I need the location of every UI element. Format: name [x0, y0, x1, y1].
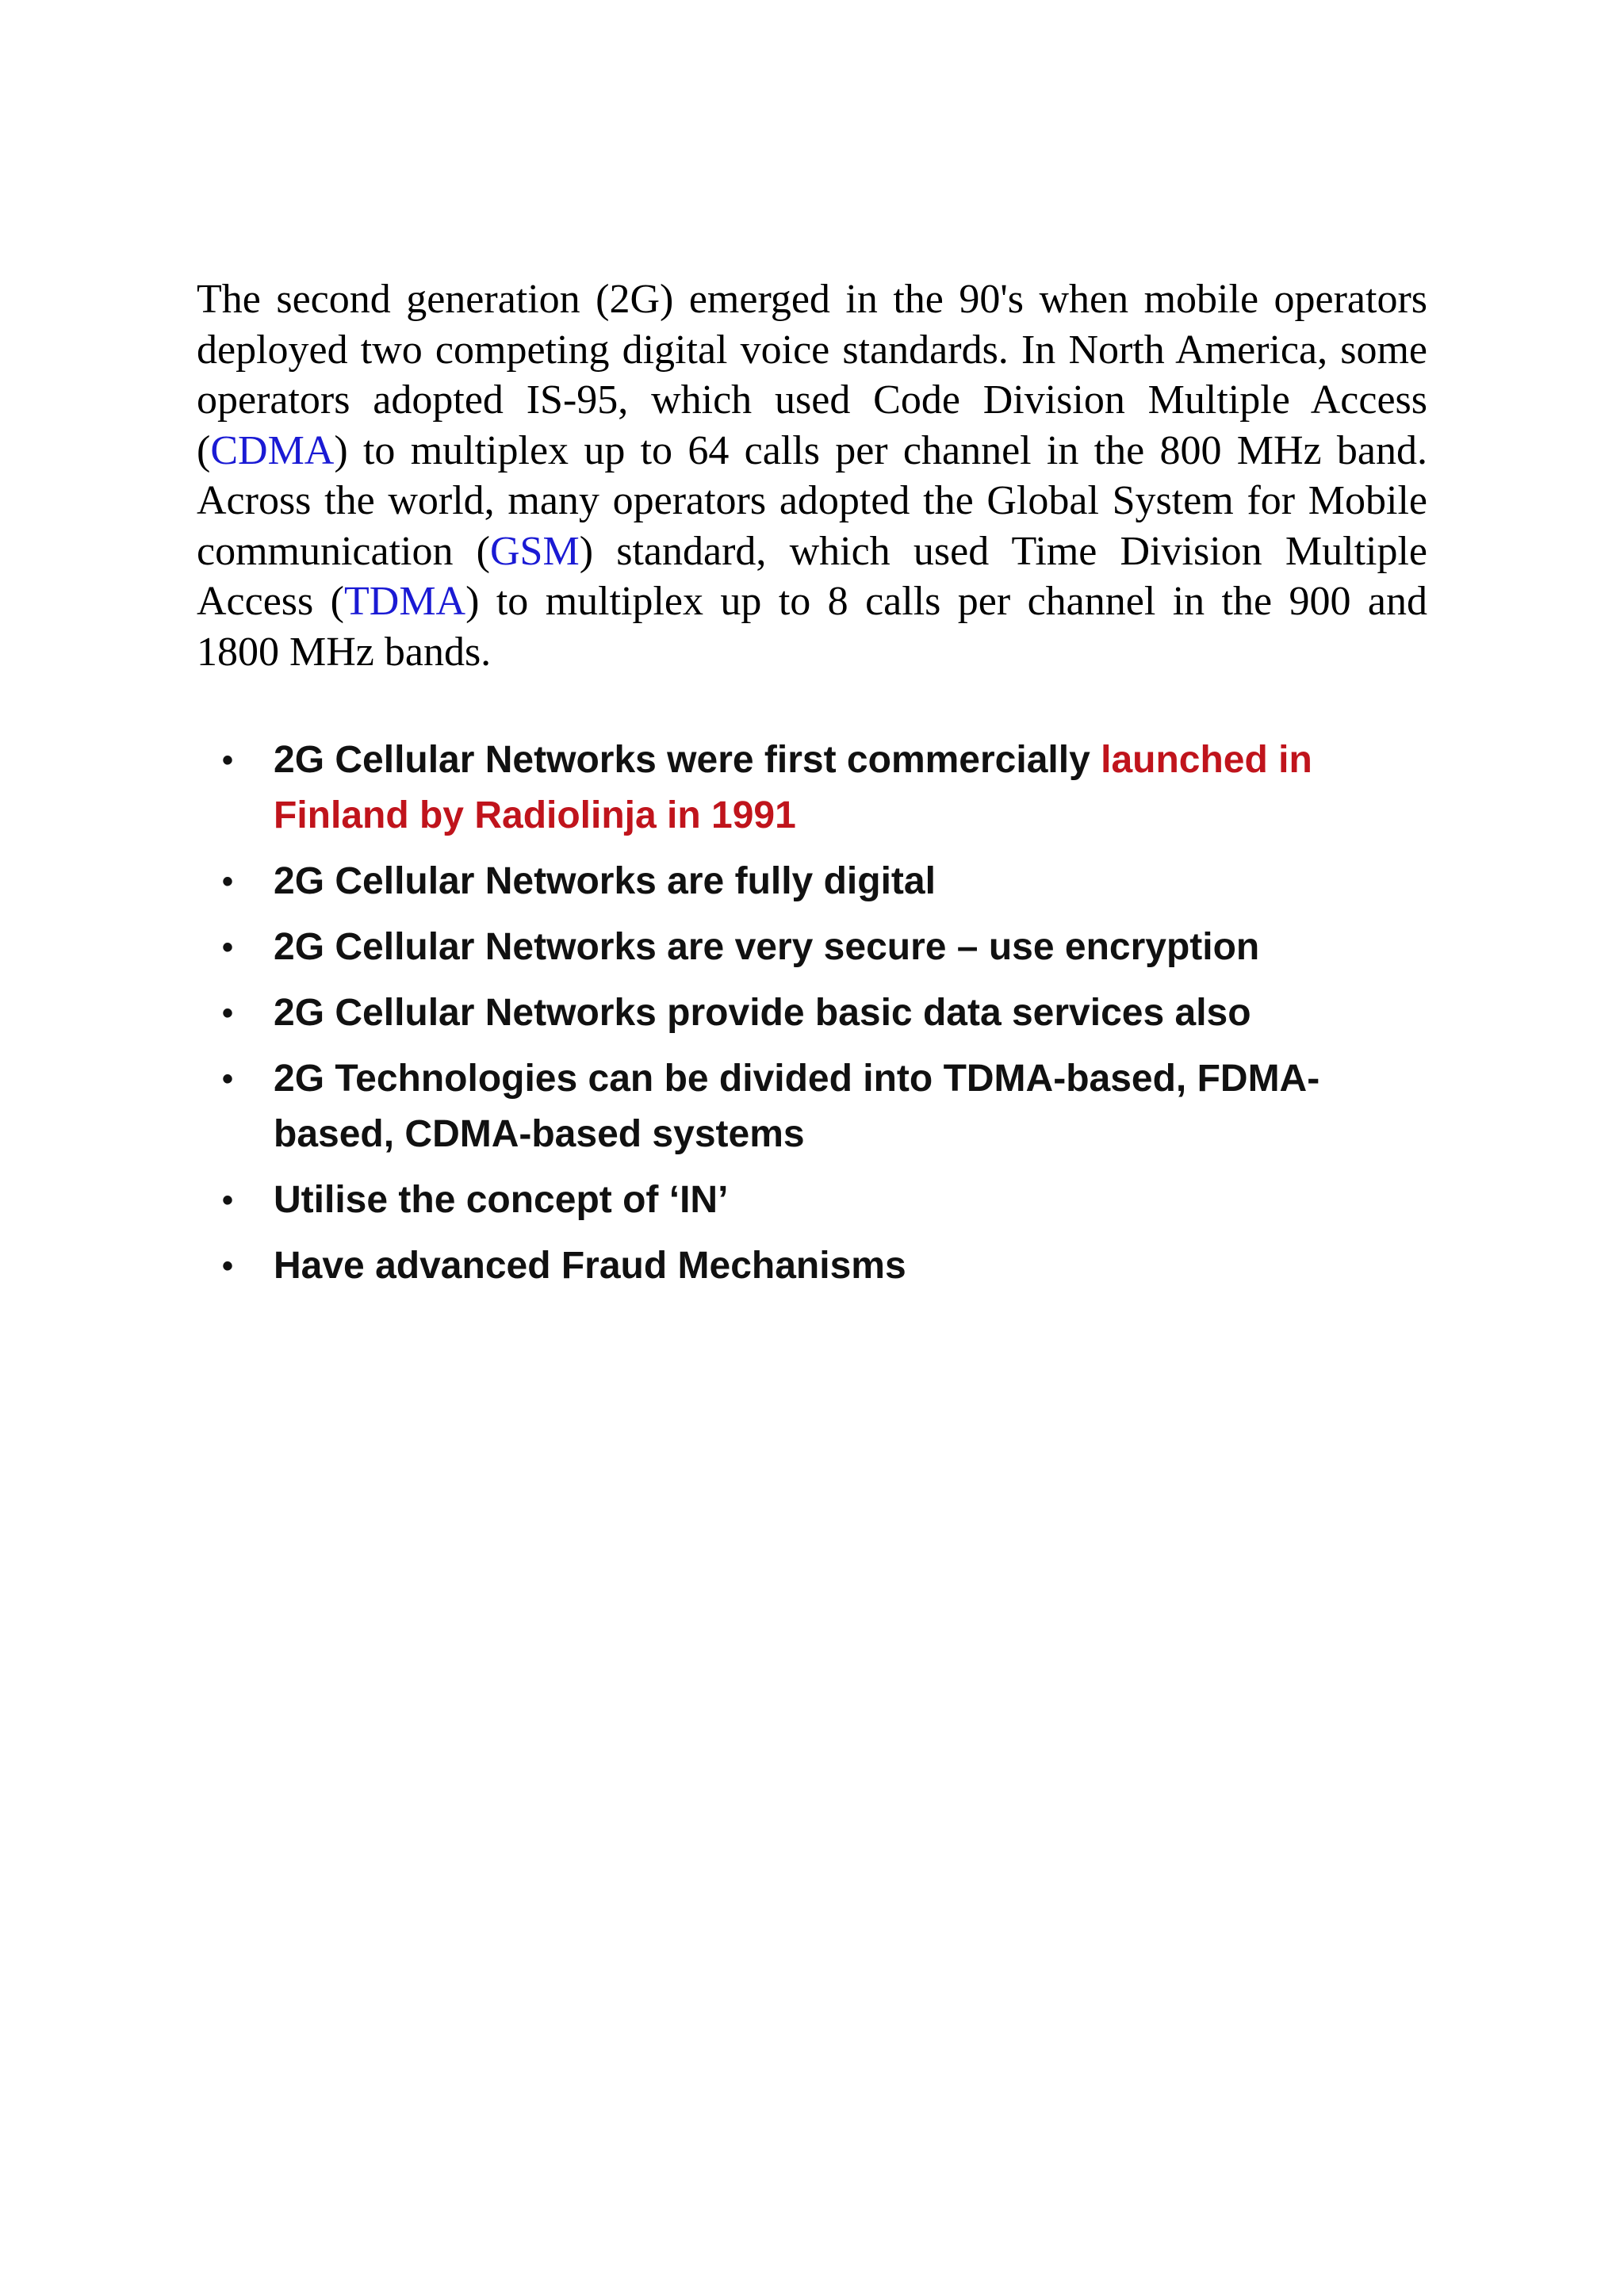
bullet-item: [222, 985, 1396, 1041]
bullet-item: [222, 1051, 1396, 1162]
bullet-text: 2G Cellular Networks are fully digital: [274, 860, 936, 902]
bullet-list: [222, 733, 1396, 1304]
intro-paragraph: [197, 274, 1427, 677]
bullet-marker-icon: •: [222, 930, 234, 965]
bullet-text: Utilise the concept of ‘IN’: [274, 1179, 729, 1221]
bullet-item: [222, 1173, 1396, 1228]
bullet-marker-icon: •: [222, 1183, 234, 1218]
bullet-text: 2G Cellular Networks were first commercially: [274, 739, 1101, 781]
bullet-marker-icon: •: [222, 996, 234, 1031]
cdma-link[interactable]: CDMA: [210, 427, 335, 473]
paragraph-text-4: ) to multiplex up to 8 calls per channel in the 900 and 1800 MHz bands.: [197, 579, 1427, 675]
gsm-link[interactable]: GSM: [490, 528, 580, 574]
paragraph-text-2: ) to multiplex up to 64 calls per channel in the 800 MHz band. Across the world, many operators adopted the Global System for Mobile communication (: [197, 427, 1427, 574]
bullet-item: [222, 854, 1396, 909]
bullet-marker-icon: •: [222, 1062, 234, 1096]
bullet-item: [222, 920, 1396, 975]
paragraph-text-1: The second generation (2G) emerged in the 90's when mobile operators deployed two competing digital voice standards. In North America, some operators adopted IS-95, which used Code Division Multiple Access (: [197, 277, 1427, 473]
bullet-text: 2G Technologies can be divided into TDMA-based, FDMA-based, CDMA-based systems: [274, 1058, 1320, 1155]
bullet-highlight-text: launched in Finland by Radiolinja in 1991: [274, 739, 1312, 836]
bullet-item: [222, 1238, 1396, 1294]
tdma-link[interactable]: TDMA: [344, 579, 466, 624]
bullet-text: Have advanced Fraud Mechanisms: [274, 1245, 906, 1287]
paragraph-text-3: ) standard, which used Time Division Multiple Access (: [197, 528, 1427, 624]
bullet-marker-icon: •: [222, 864, 234, 899]
bullet-text: 2G Cellular Networks are very secure – use encryption: [274, 926, 1260, 968]
bullet-text: 2G Cellular Networks provide basic data services also: [274, 992, 1251, 1034]
bullet-marker-icon: •: [222, 1249, 234, 1284]
bullet-item: [222, 733, 1396, 844]
bullet-marker-icon: •: [222, 743, 234, 778]
